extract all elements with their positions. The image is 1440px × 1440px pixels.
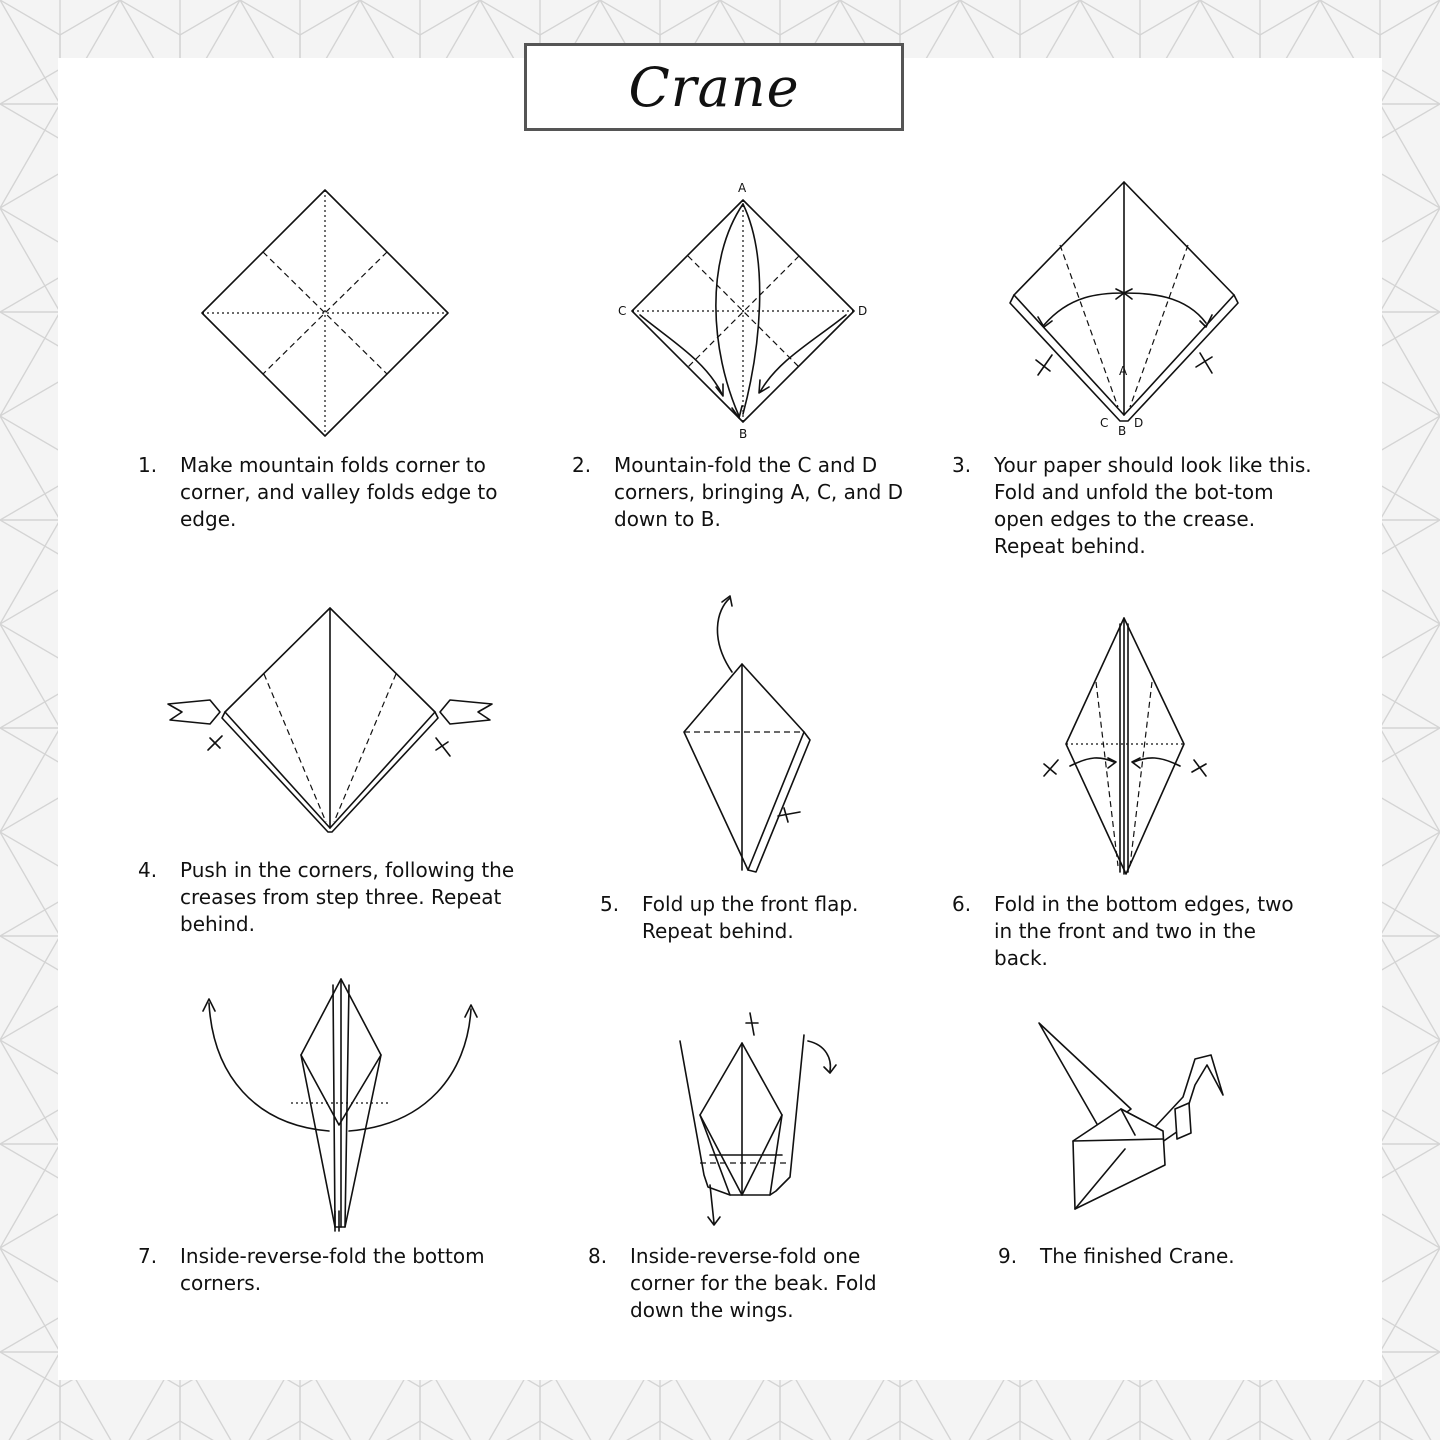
step-2-number: 2. xyxy=(572,453,592,477)
step-3-diagram xyxy=(1000,175,1260,445)
page-title: Crane xyxy=(628,55,800,119)
step-6-diagram xyxy=(1030,610,1220,890)
step-8-text: Inside-reverse-fold one corner for the beak. Fold down the wings. xyxy=(630,1244,877,1322)
step-5-text: Fold up the front flap. Repeat behind. xyxy=(642,892,859,943)
step-9-finished-crane xyxy=(1035,1015,1235,1215)
step-6-number: 6. xyxy=(952,892,972,916)
label-b-3: B xyxy=(1118,424,1127,438)
step-1-number: 1. xyxy=(138,453,158,477)
step-1-diagram xyxy=(195,185,455,445)
label-a: A xyxy=(738,181,747,195)
label-d-3: D xyxy=(1134,416,1144,430)
step-4-text: Push in the corners, following the creases from step three. Repeat behind. xyxy=(180,858,515,936)
step-7-number: 7. xyxy=(138,1244,158,1268)
step-1-text: Make mountain folds corner to corner, and valley folds edge to edge. xyxy=(180,453,498,531)
step-7-text: Inside-reverse-fold the bottom corners. xyxy=(180,1244,485,1295)
step-2-diagram xyxy=(610,180,880,450)
step-9-text: The finished Crane. xyxy=(1040,1244,1235,1268)
step-9-number: 9. xyxy=(998,1244,1018,1268)
label-a-inner: A xyxy=(1119,364,1128,378)
step-2-text: Mountain-fold the C and D corners, bringing A, C, and D down to B. xyxy=(614,453,904,531)
step-8-diagram xyxy=(670,1005,850,1235)
label-d: D xyxy=(858,304,868,318)
label-c: C xyxy=(618,304,627,318)
step-6-text: Fold in the bottom edges, two in the front and two in the back. xyxy=(994,892,1294,970)
step-8-number: 8. xyxy=(588,1244,608,1268)
step-4-number: 4. xyxy=(138,858,158,882)
title-frame xyxy=(524,43,904,131)
step-7-diagram xyxy=(195,975,485,1235)
step-3-text: Your paper should look like this. Fold and unfold the bot-tom open edges to the crease. Repeat behind. xyxy=(994,453,1312,558)
label-b: B xyxy=(739,427,748,441)
label-c-3: C xyxy=(1100,416,1109,430)
step-5-diagram xyxy=(670,590,830,880)
step-4-diagram xyxy=(160,600,500,840)
step-3-number: 3. xyxy=(952,453,972,477)
step-5-number: 5. xyxy=(600,892,620,916)
